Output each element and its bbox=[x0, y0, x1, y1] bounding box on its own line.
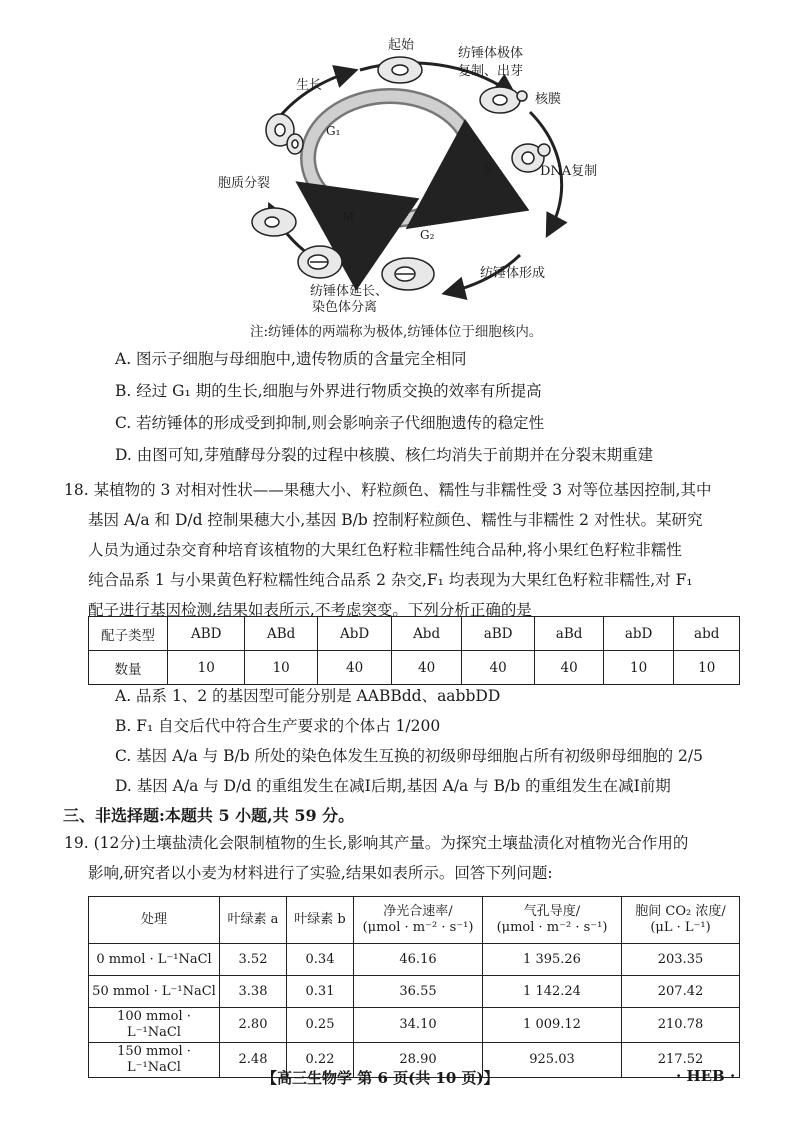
table-cell: 10 bbox=[168, 651, 245, 685]
table-cell: 10 bbox=[245, 651, 317, 685]
table-cell: Abd bbox=[392, 617, 461, 651]
table-header-cell: 叶绿素 a bbox=[220, 897, 287, 944]
table-cell: ABd bbox=[245, 617, 317, 651]
table-header-gamete-type: 配子类型 bbox=[89, 617, 168, 651]
section-heading: 三、非选择题:本题共 5 小题,共 59 分。 bbox=[63, 806, 355, 825]
table-cell: AbD bbox=[317, 617, 392, 651]
table-cell: 34.10 bbox=[354, 1008, 483, 1043]
table-cell: aBd bbox=[535, 617, 604, 651]
table-cell: 207.42 bbox=[622, 976, 740, 1008]
table-row bbox=[89, 617, 740, 651]
label-chrom-sep: 染色体分离 bbox=[312, 300, 378, 315]
table-cell: 100 mmol · L⁻¹NaCl bbox=[89, 1008, 220, 1043]
table-cell: 3.52 bbox=[220, 944, 287, 976]
table-cell: 36.55 bbox=[354, 976, 483, 1008]
q18-line-5: 配子进行基因检测,结果如表所示,不考虑突变。下列分析正确的是 bbox=[88, 601, 532, 619]
q18-line-4: 纯合品系 1 与小果黄色籽粒糯性纯合品系 2 杂交,F₁ 均表现为大果红色籽粒非糯性,对 F₁ bbox=[88, 571, 693, 589]
table-cell: 10 bbox=[674, 651, 740, 685]
label-growth: 生长 bbox=[296, 78, 323, 93]
table-row bbox=[89, 944, 740, 976]
page-footer: 【高三生物学 第 6 页(共 10 页)】 bbox=[262, 1069, 499, 1087]
table-cell: 40 bbox=[461, 651, 535, 685]
table-header-count: 数量 bbox=[89, 651, 168, 685]
table-header-cell: 气孔导度/ (μmol · m⁻² · s⁻¹) bbox=[483, 897, 622, 944]
cell-separation bbox=[298, 246, 342, 278]
q19-line-1: 19. (12分)土壤盐渍化会限制植物的生长,影响其产量。为探究土壤盐渍化对植物光合作用的 bbox=[64, 834, 689, 852]
table-cell: 1 142.24 bbox=[483, 976, 622, 1008]
table-cell: abD bbox=[603, 617, 674, 651]
cell-cytokinesis bbox=[252, 208, 296, 236]
table-cell: aBD bbox=[461, 617, 535, 651]
q17-option-a: A. 图示子细胞与母细胞中,遗传物质的含量完全相同 bbox=[115, 350, 467, 368]
table-cell: 46.16 bbox=[354, 944, 483, 976]
table-cell: 2.48 bbox=[220, 1043, 287, 1078]
q17-option-b: B. 经过 G₁ 期的生长,细胞与外界进行物质交换的效率有所提高 bbox=[115, 382, 542, 400]
footer-code: · HEB · bbox=[676, 1067, 736, 1085]
label-m: M bbox=[342, 210, 355, 224]
table-cell: 3.38 bbox=[220, 976, 287, 1008]
table-row bbox=[89, 897, 740, 944]
table-cell: 1 009.12 bbox=[483, 1008, 622, 1043]
figure-note: 注:纺锤体的两端称为极体,纺锤体位于细胞核内。 bbox=[250, 324, 543, 340]
table-cell: 50 mmol · L⁻¹NaCl bbox=[89, 976, 220, 1008]
q17-option-c: C. 若纺锤体的形成受到抑制,则会影响亲子代细胞遗传的稳定性 bbox=[115, 414, 545, 432]
table-cell: 0.22 bbox=[287, 1043, 354, 1078]
table-cell: 925.03 bbox=[483, 1043, 622, 1078]
table-cell: 10 bbox=[603, 651, 674, 685]
table-header-cell: 叶绿素 b bbox=[287, 897, 354, 944]
table-cell: 0.31 bbox=[287, 976, 354, 1008]
label-g2: G₂ bbox=[420, 228, 435, 242]
table-cell: 203.35 bbox=[622, 944, 740, 976]
table-cell: 1 395.26 bbox=[483, 944, 622, 976]
q18-gamete-table bbox=[88, 616, 740, 685]
q18-line-1: 18. 某植物的 3 对相对性状——果穗大小、籽粒颜色、糯性与非糯性受 3 对等位基因控制,其中 bbox=[64, 481, 712, 499]
label-start: 起始 bbox=[388, 38, 415, 53]
q18-option-d: D. 基因 A/a 与 D/d 的重组发生在减Ⅰ后期,基因 A/a 与 B/b 的重组发生在减Ⅰ前期 bbox=[115, 777, 671, 795]
q18-option-a: A. 品系 1、2 的基因型可能分别是 AABBdd、aabbDD bbox=[115, 687, 501, 705]
table-cell: 210.78 bbox=[622, 1008, 740, 1043]
table-cell: 2.80 bbox=[220, 1008, 287, 1043]
table-header-cell: 净光合速率/ (μmol · m⁻² · s⁻¹) bbox=[354, 897, 483, 944]
table-cell: 0.34 bbox=[287, 944, 354, 976]
table-cell: 40 bbox=[392, 651, 461, 685]
q19-data-table bbox=[88, 896, 740, 1078]
cell-start bbox=[378, 57, 422, 83]
label-s: S bbox=[484, 162, 493, 176]
table-cell: 40 bbox=[535, 651, 604, 685]
table-header-cell: 处理 bbox=[89, 897, 220, 944]
table-cell: 217.52 bbox=[622, 1043, 740, 1078]
table-cell: abd bbox=[674, 617, 740, 651]
table-cell: 40 bbox=[317, 651, 392, 685]
q18-option-c: C. 基因 A/a 与 B/b 所处的染色体发生互换的初级卵母细胞占所有初级卵母细胞的 2/5 bbox=[115, 747, 703, 765]
table-cell: 150 mmol · L⁻¹NaCl bbox=[89, 1043, 220, 1078]
cell-growth bbox=[266, 114, 303, 154]
label-nuclear: 核膜 bbox=[535, 92, 562, 107]
table-header-cell: 胞间 CO₂ 浓度/ (μL · L⁻¹) bbox=[622, 897, 740, 944]
table-cell: ABD bbox=[168, 617, 245, 651]
label-spindle-ext: 纺锤体延长、 bbox=[310, 284, 389, 299]
table-cell: 0.25 bbox=[287, 1008, 354, 1043]
q19-line-2: 影响,研究者以小麦为材料进行了实验,结果如表所示。回答下列问题: bbox=[88, 864, 553, 882]
label-cytokinesis: 胞质分裂 bbox=[218, 176, 271, 191]
q17-option-d: D. 由图可知,芽殖酵母分裂的过程中核膜、核仁均消失于前期并在分裂末期重建 bbox=[115, 446, 654, 464]
table-row bbox=[89, 976, 740, 1008]
cell-spindle bbox=[382, 258, 434, 290]
label-spindle-form: 纺锤体形成 bbox=[480, 266, 546, 281]
table-cell: 0 mmol · L⁻¹NaCl bbox=[89, 944, 220, 976]
q18-option-b: B. F₁ 自交后代中符合生产要求的个体占 1/200 bbox=[115, 717, 441, 735]
table-row bbox=[89, 1008, 740, 1043]
label-dna: DNA复制 bbox=[540, 164, 598, 179]
label-spb: 纺锤体极体 bbox=[458, 46, 524, 61]
q18-line-2: 基因 A/a 和 D/d 控制果穗大小,基因 B/b 控制籽粒颜色、糯性与非糯性 2 对性状。某研究 bbox=[88, 511, 703, 529]
table-cell: 28.90 bbox=[354, 1043, 483, 1078]
table-row bbox=[89, 651, 740, 685]
q18-line-3: 人员为通过杂交育种培育该植物的大果红色籽粒非糯性纯合品种,将小果红色籽粒非糯性 bbox=[88, 541, 682, 559]
label-spb2: 复制、出芽 bbox=[458, 64, 524, 79]
cell-budding bbox=[480, 87, 527, 113]
label-g1: G₁ bbox=[326, 124, 341, 138]
